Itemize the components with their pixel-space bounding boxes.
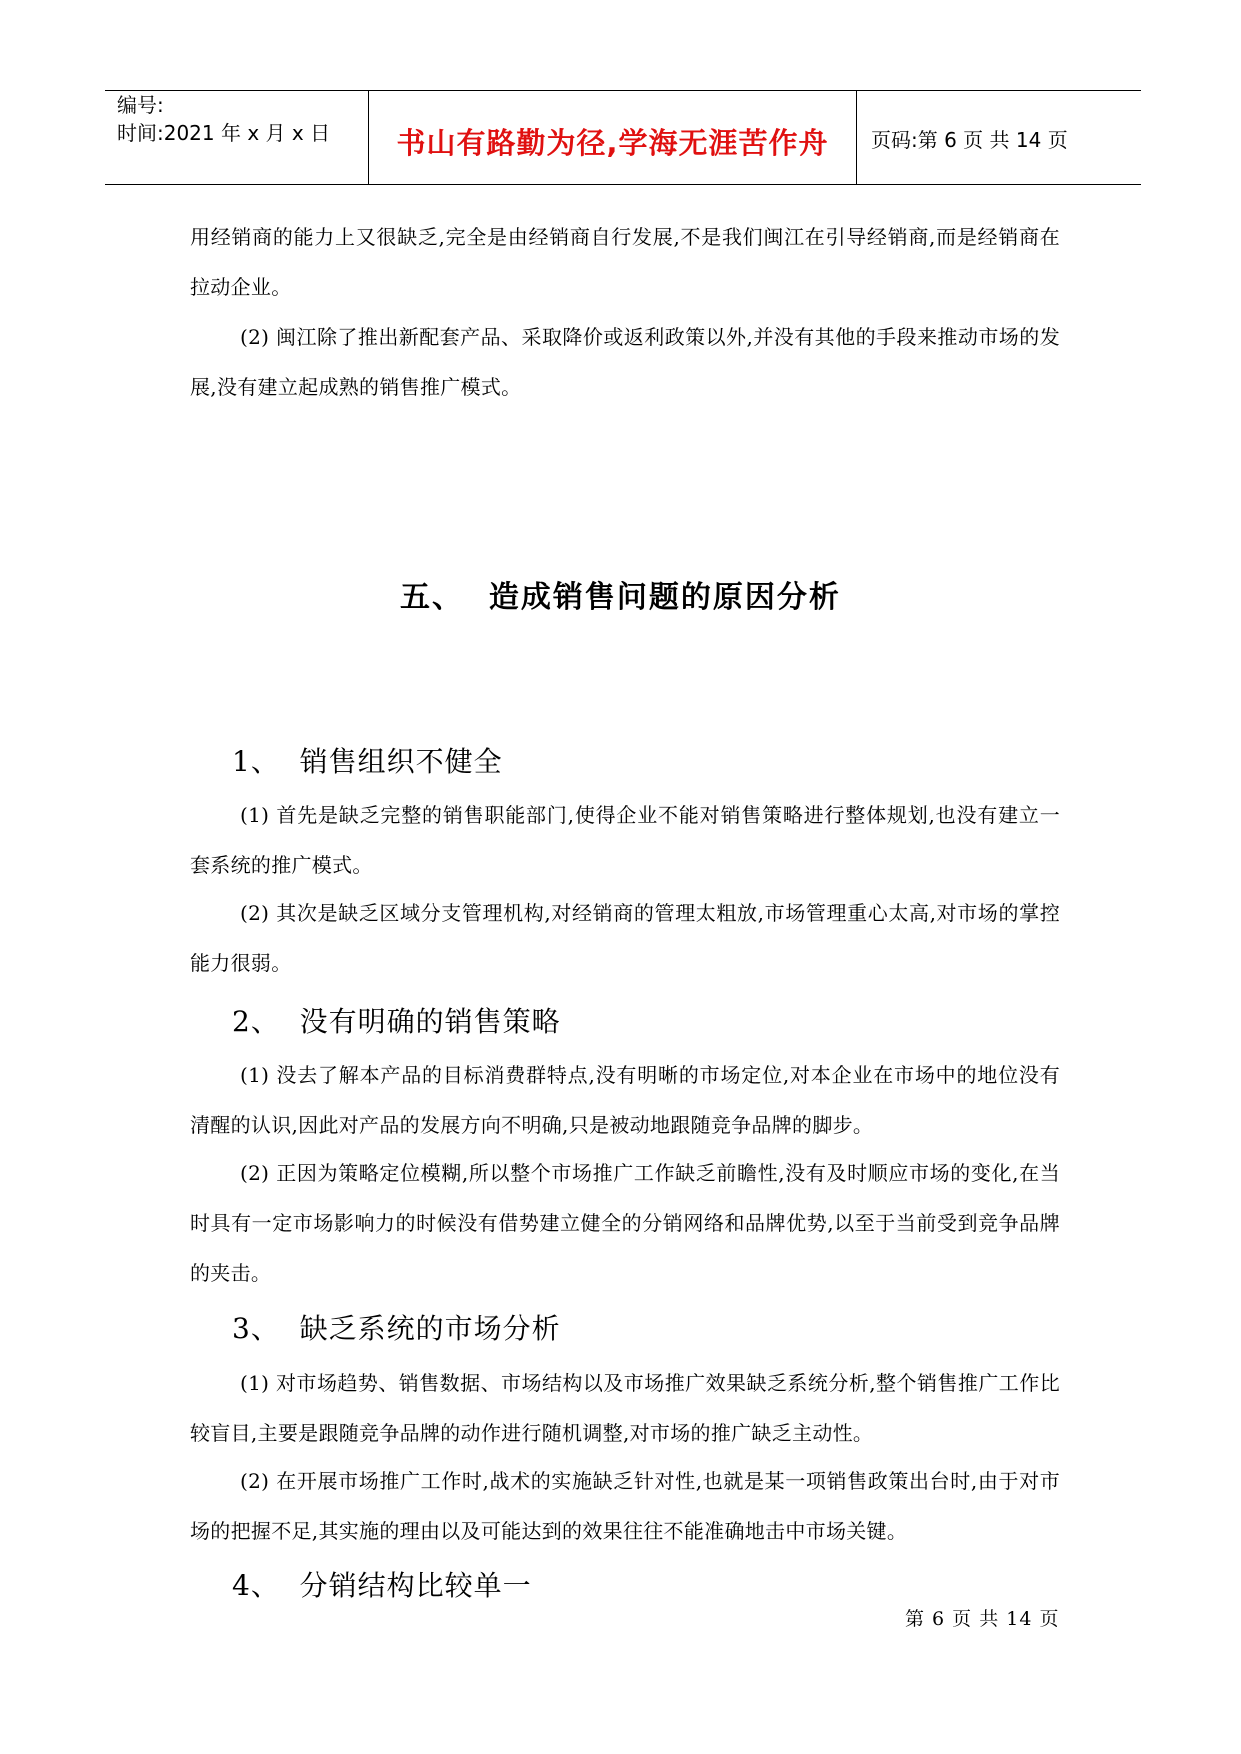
- motto: 书山有路勤为径,学海无涯苦作舟: [396, 126, 829, 160]
- header-info-cell: [105, 91, 369, 184]
- time-label: 时间:2021 年 x 月 x 日: [117, 121, 331, 145]
- page-header: [105, 90, 1141, 185]
- number-label: 编号:: [117, 93, 164, 117]
- paragraph: (1) 对市场趋势、销售数据、市场结构以及市场推广效果缺乏系统分析,整个销售推广工作比较盲目,主要是跟随竞争品牌的动作进行随机调整,对市场的推广缺乏主动性。: [190, 1371, 1060, 1445]
- subheading: 3、 缺乏系统的市场分析: [232, 1312, 561, 1345]
- paragraph: (1) 没去了解本产品的目标消费群特点,没有明晰的市场定位,对本企业在市场中的地位没有清醒的认识,因此对产品的发展方向不明确,只是被动地跟随竞争品牌的脚步。: [190, 1063, 1060, 1137]
- paragraph: (2) 其次是缺乏区域分支管理机构,对经销商的管理太粗放,市场管理重心太高,对市场的掌控能力很弱。: [190, 901, 1060, 975]
- paragraph: (2) 闽江除了推出新配套产品、采取降价或返利政策以外,并没有其他的手段来推动市场的发展,没有建立起成熟的销售推广模式。: [190, 325, 1060, 399]
- page-code: 页码:第 6 页 共 14 页: [871, 128, 1068, 152]
- subheading: 1、 销售组织不健全: [232, 745, 503, 778]
- section-title: 五、 造成销售问题的原因分析: [400, 580, 841, 615]
- paragraph: (2) 正因为策略定位模糊,所以整个市场推广工作缺乏前瞻性,没有及时顺应市场的变化,在当时具有一定市场影响力的时候没有借势建立健全的分销网络和品牌优势,以至于当前受到竞争品牌的夹击。: [190, 1161, 1060, 1285]
- paragraph-continuation: 用经销商的能力上又很缺乏,完全是由经销商自行发展,不是我们闽江在引导经销商,而是经销商在拉动企业。: [190, 225, 1060, 299]
- header-motto-cell: [369, 91, 857, 184]
- subheading: 2、 没有明确的销售策略: [232, 1005, 561, 1038]
- paragraph: (2) 在开展市场推广工作时,战术的实施缺乏针对性,也就是某一项销售政策出台时,由于对市场的把握不足,其实施的理由以及可能达到的效果往往不能准确地击中市场关键。: [190, 1469, 1060, 1543]
- header-page-cell: [857, 91, 1141, 184]
- page-footer: 第 6 页 共 14 页: [905, 1608, 1060, 1630]
- subheading: 4、 分销结构比较单一: [232, 1569, 532, 1602]
- paragraph: (1) 首先是缺乏完整的销售职能部门,使得企业不能对销售策略进行整体规划,也没有建立一套系统的推广模式。: [190, 803, 1060, 877]
